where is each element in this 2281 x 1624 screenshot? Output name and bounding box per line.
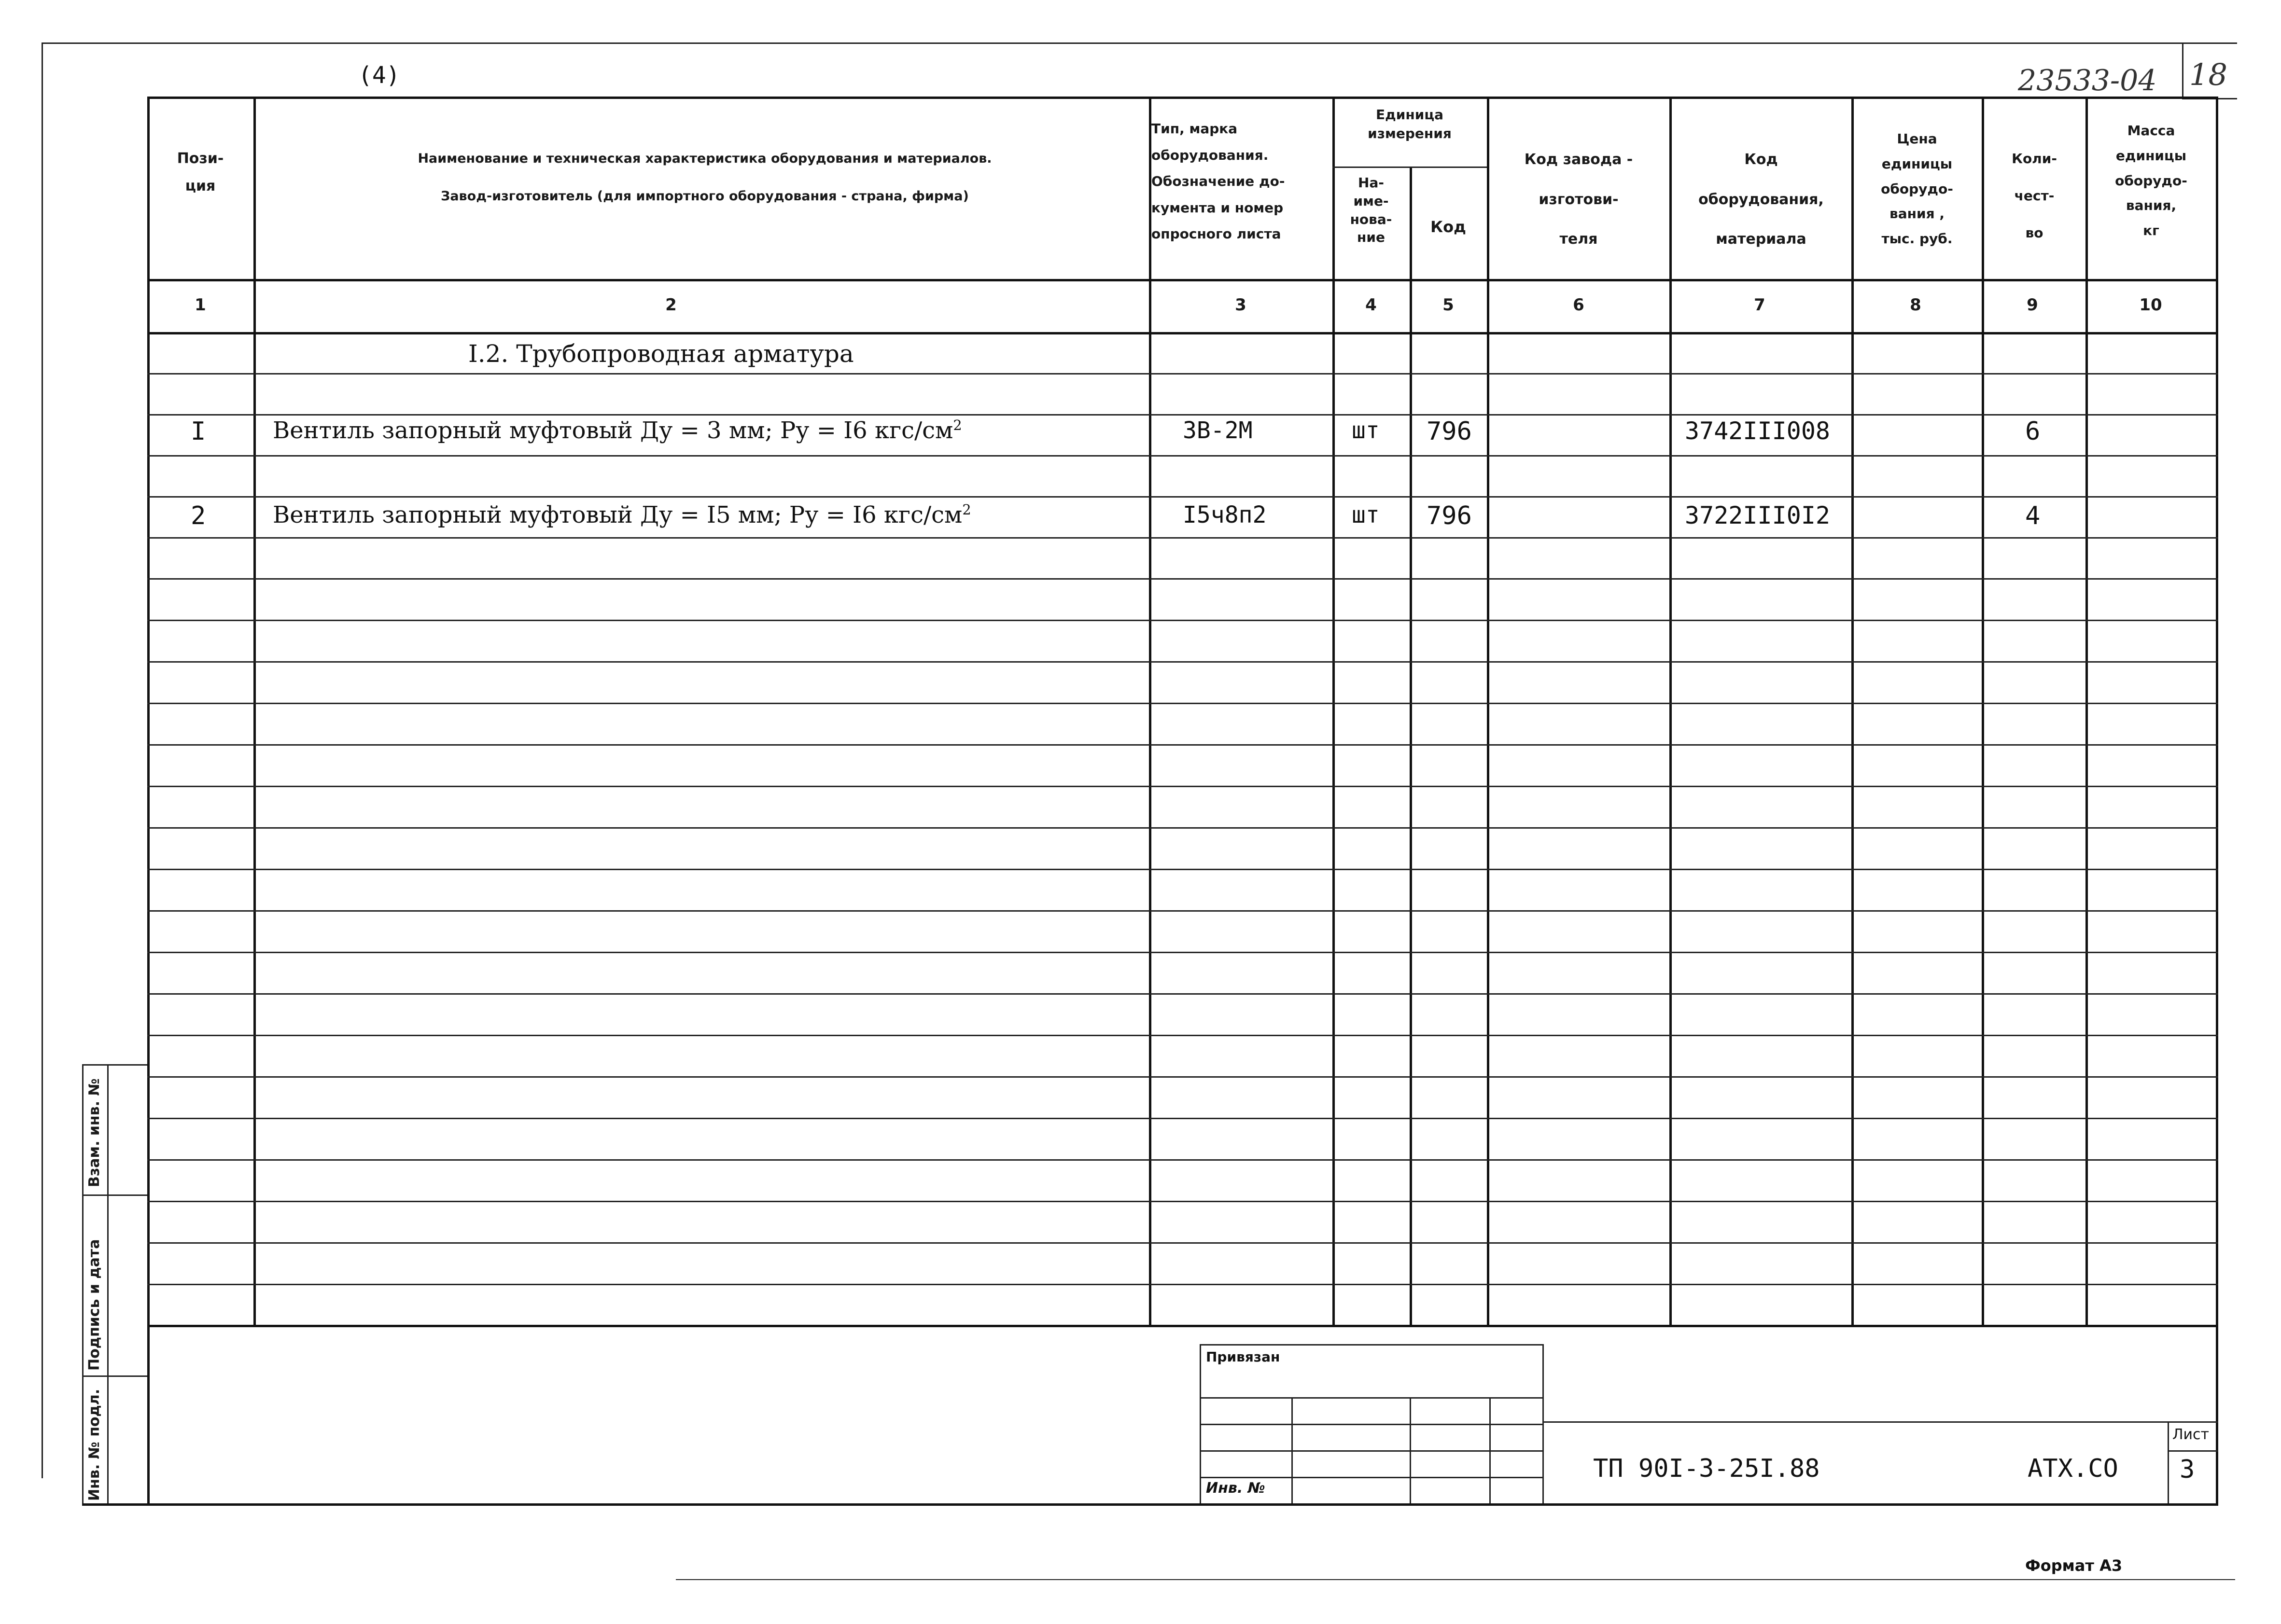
col-div-5 (1487, 97, 1489, 1325)
header-type: Тип, марка оборудования. Обозначение до- кумента и номер опросного листа (1151, 121, 1285, 242)
row-line (147, 1035, 2218, 1036)
stamp-col-1 (1291, 1397, 1293, 1503)
outer-frame-top (42, 42, 2237, 44)
stamp-col-3 (1489, 1397, 1491, 1503)
col-div-4 (1410, 167, 1412, 1325)
side-strip-top (82, 1064, 147, 1066)
col-div-8 (1982, 97, 1984, 1325)
row1-type: 3В-2М (1183, 417, 1253, 444)
stamp-inv-no: Инв. № (1206, 1480, 1265, 1497)
header-equip-code: Код оборудования, материала (1698, 151, 1824, 248)
row-line (147, 869, 2218, 870)
row-line (147, 827, 2218, 829)
row1-unit-code: 796 (1427, 417, 1472, 446)
side-strip-div-2 (82, 1375, 147, 1377)
colnum-3: 3 (1235, 295, 1246, 315)
row-line (147, 744, 2218, 746)
row-line (147, 496, 2218, 498)
col-div-6 (1669, 97, 1672, 1325)
sheet-label: Лист (2172, 1426, 2210, 1443)
header-bottom (147, 279, 2218, 281)
stamp-privyazan: Привязан (1206, 1349, 1280, 1365)
row2-unit-code: 796 (1427, 501, 1472, 530)
colnum-10: 10 (2139, 295, 2162, 315)
row2-unit: шт (1352, 501, 1380, 528)
colnum-6: 6 (1573, 295, 1584, 315)
doc-mark: АТХ.СО (2028, 1454, 2118, 1483)
row1-unit: шт (1352, 417, 1380, 444)
handwritten-number: 23533-04 (2018, 64, 2157, 97)
header-unit-group: Единица измерения (1368, 107, 1452, 142)
row-line (147, 910, 2218, 912)
sheet-number: 3 (2180, 1455, 2195, 1484)
format-label: Формат А3 (2025, 1556, 2123, 1575)
row1-equip-code: 3742III008 (1685, 417, 1831, 445)
stamp-row-1 (1200, 1397, 1542, 1399)
colnum-1: 1 (195, 295, 206, 315)
row-line (147, 786, 2218, 787)
table-top (147, 97, 2218, 99)
col-div-2 (1149, 97, 1151, 1325)
outer-frame-left (42, 42, 43, 1478)
row-line (147, 993, 2218, 995)
sheet-box-left (2168, 1421, 2169, 1503)
header-position: Пози- ция (177, 150, 224, 194)
colnum-8: 8 (1910, 295, 1921, 315)
bottom-cut-line (676, 1579, 2235, 1580)
sheet-corner-number: 18 (2189, 57, 2227, 92)
colnum-4: 4 (1365, 295, 1377, 315)
row2-name: Вентиль запорный муфтовый Ду = I5 мм; Ру = I6 кгс/$см^2$ (273, 501, 971, 528)
colnum-bottom (147, 332, 2218, 334)
stamp-col-2 (1410, 1397, 1411, 1503)
row-line (147, 1159, 2218, 1161)
side-strip-left (82, 1064, 84, 1503)
row-line (147, 1201, 2218, 1202)
row-line (147, 455, 2218, 457)
row-line (147, 1284, 2218, 1285)
section-title: I.2. Трубопроводная арматура (468, 340, 854, 368)
row2-position: 2 (191, 501, 206, 530)
colnum-2: 2 (665, 295, 677, 315)
row2-equip-code: 3722III0I2 (1685, 501, 1831, 529)
table-left (147, 97, 150, 1503)
header-quantity: Коли- чест- во (2012, 151, 2057, 241)
row2-type: I5ч8п2 (1183, 501, 1267, 528)
col-div-3 (1332, 97, 1335, 1325)
row-line (147, 537, 2218, 539)
colnum-9: 9 (2027, 295, 2038, 315)
header-unit-name: На- име- нова- ние (1350, 175, 1392, 246)
stamp-row-2 (1200, 1424, 1542, 1425)
unit-group-divider (1332, 167, 1487, 168)
row-line (147, 620, 2218, 621)
side-strip-div-1 (82, 1194, 147, 1196)
col-div-10 (2216, 97, 2218, 1503)
colnum-7: 7 (1754, 295, 1765, 315)
stamp-row-3 (1200, 1450, 1542, 1452)
page-label: (4) (358, 62, 400, 89)
side-label-inv: Инв. № подл. (86, 1388, 103, 1501)
header-name: Наименование и техническая характеристика оборудования и материалов. Завод-изготовитель (для импортного оборудования - страна, фирма) (418, 151, 992, 204)
colnum-5: 5 (1442, 295, 1454, 315)
header-unit-code: Код (1430, 218, 1466, 236)
row-line (147, 578, 2218, 580)
row-line (147, 373, 2218, 375)
row2-quantity: 4 (2025, 501, 2041, 530)
row-line (147, 1076, 2218, 1078)
col-div-1 (253, 97, 256, 1325)
header-price: Цена единицы оборудо- вания , тыс. руб. (1881, 131, 1953, 247)
side-strip-mid (107, 1064, 109, 1503)
row-line (147, 952, 2218, 953)
page-bottom (82, 1503, 2218, 1506)
title-block-top (1542, 1421, 2218, 1423)
row-line (147, 661, 2218, 663)
side-label-vzam: Взам. инв. № (86, 1078, 103, 1187)
row-line (147, 1242, 2218, 1244)
stamp-box-top (1200, 1344, 1542, 1346)
header-mass: Масса единицы оборудо- вания, кг (2115, 123, 2187, 239)
row1-quantity: 6 (2025, 417, 2041, 446)
row-line (147, 1118, 2218, 1119)
side-label-podpis: Подпись и дата (86, 1239, 103, 1371)
table-bottom (147, 1325, 2218, 1327)
row1-name: Вентиль запорный муфтовый Ду = 3 мм; Ру = I6 кгс/$см^2$ (273, 417, 962, 444)
row-line (147, 414, 2218, 416)
doc-code: ТП 90I-3-25I.88 (1593, 1454, 1820, 1483)
corner-box-left (2182, 42, 2183, 98)
sheet-box-divider (2168, 1450, 2218, 1452)
stamp-box-right (1542, 1344, 1544, 1503)
header-factory-code: Код завода - изготови- теля (1524, 151, 1633, 248)
row-line (147, 703, 2218, 704)
col-div-7 (1851, 97, 1854, 1325)
stamp-row-4 (1200, 1477, 1542, 1478)
col-div-9 (2085, 97, 2088, 1325)
row1-position: I (191, 417, 206, 446)
